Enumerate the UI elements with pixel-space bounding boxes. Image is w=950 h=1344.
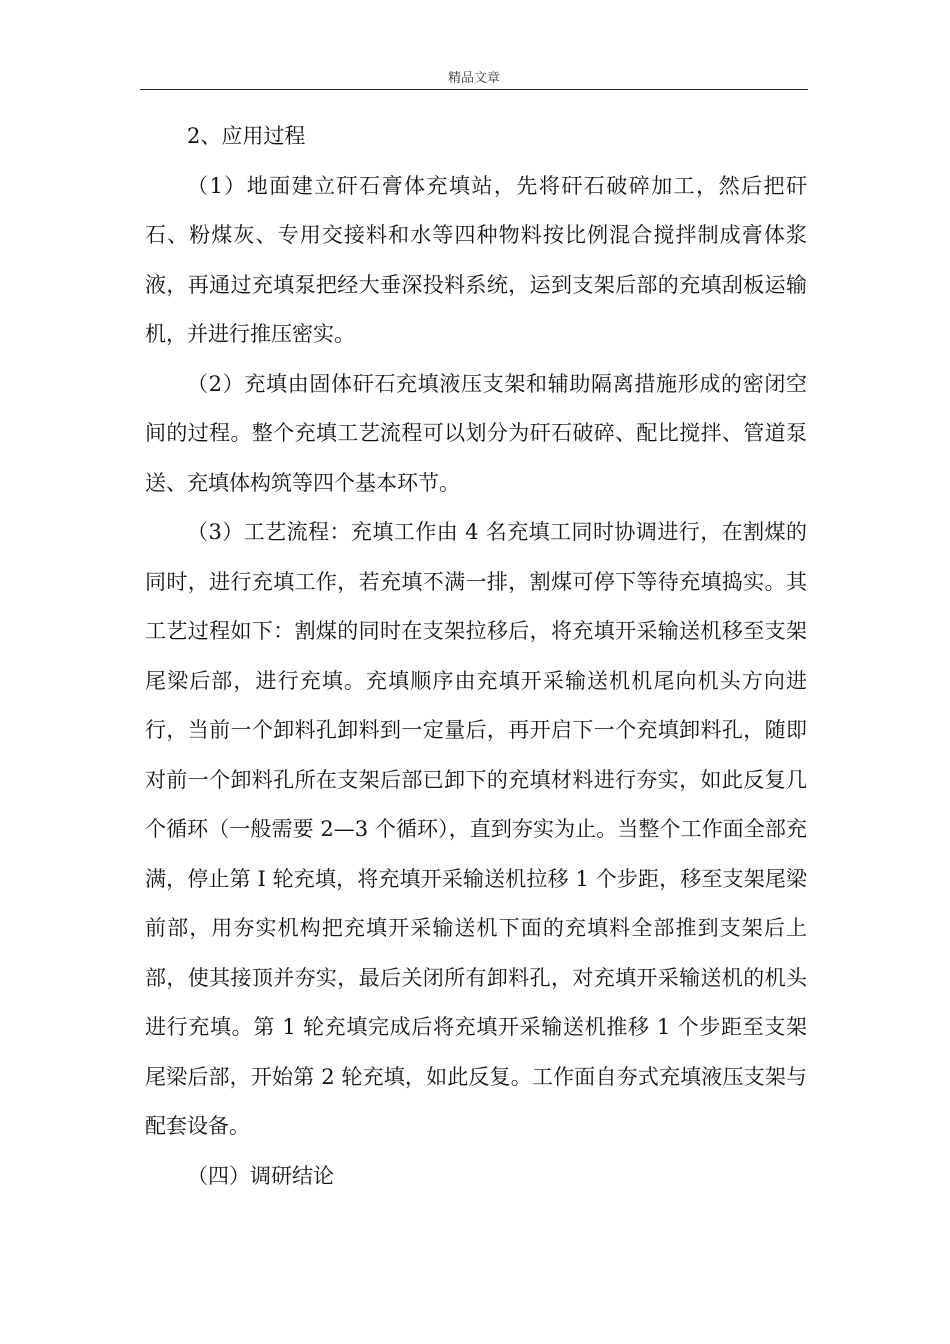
paragraph-step-3: （3）工艺流程：充填工作由 4 名充填工同时协调进行，在割煤的同时，进行充填工作，若充填不满一排，割煤可停下等待充填捣实。其工艺过程如下：割煤的同时在支架拉移后，将充填开采输送机移至支架尾梁后部，进行充填。充填顺序由充填开采输送机机尾向机头方向进行，当前一个卸料孔卸料到一定量后，再开启下一个充填卸料孔，随即对前一个卸料孔所在支架后部已卸下的充填材料进行夯实，如此反复几个循环（一般需要 2—3 个循环），直到夯实为止。当整个工作面全部充满，停止第 I 轮充填，将充填开采输送机拉移 1 个步距，移至支架尾梁前部，用夯实机构把充填开采输送机下面的充填料全部推到支架后上部，使其接顶并夯实，最后关闭所有卸料孔，对充填开采输送机的机头进行充填。第 1 轮充填完成后将充填开采输送机推移 1 个步距至支架尾梁后部，开始第 2 轮充填，如此反复。工作面自夯式充填液压支架与配套设备。 bbox=[145, 520, 807, 1138]
document-body bbox=[145, 112, 807, 1201]
section-heading-conclusion: （四）调研结论 bbox=[187, 1163, 334, 1188]
paragraph-step-2: （2）充填由固体矸石充填液压支架和辅助隔离措施形成的密闭空间的过程。整个充填工艺流程可以划分为矸石破碎、配比搅拌、管道泵送、充填体构筑等四个基本环节。 bbox=[145, 371, 807, 495]
header-divider bbox=[140, 89, 808, 90]
page-header: 精品文章 bbox=[447, 71, 500, 86]
paragraph-step-1: （1）地面建立矸石膏体充填站，先将矸石破碎加工，然后把矸石、粉煤灰、专用交接料和水等四种物料按比例混合搅拌制成膏体浆液，再通过充填泵把经大垂深投料系统，运到支架后部的充填刮板运输机，并进行推压密实。 bbox=[145, 173, 807, 346]
section-heading: 2、应用过程 bbox=[187, 124, 306, 148]
